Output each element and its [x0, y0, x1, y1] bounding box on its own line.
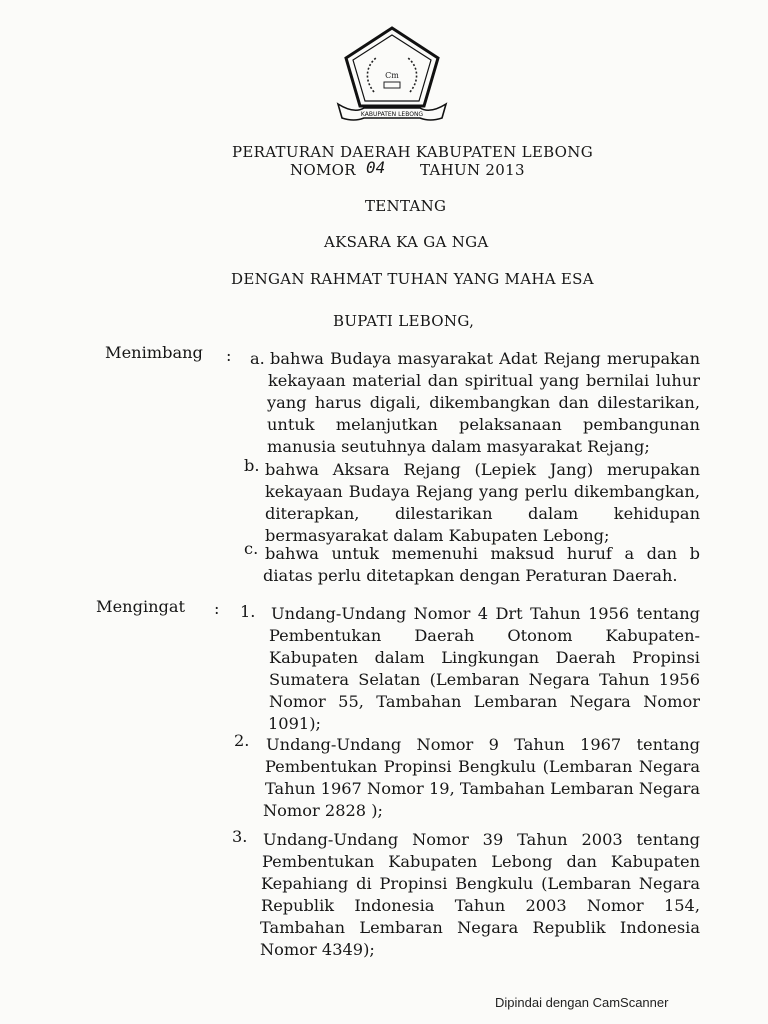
mengingat-item-1-line: Pembentukan Daerah Otonom Kabupaten- — [269, 626, 700, 645]
kabupaten-lebong-emblem — [334, 22, 450, 130]
mengingat-item-1-line: 1091); — [268, 714, 321, 733]
rahmat-line: DENGAN RAHMAT TUHAN YANG MAHA ESA — [231, 270, 594, 288]
mengingat-item-3-line: Republik Indonesia Tahun 2003 Nomor 154, — [261, 896, 700, 915]
mengingat-item-2-line: Tahun 1967 Nomor 19, Tambahan Lembaran Negara — [265, 779, 700, 798]
regulation-title: PERATURAN DAERAH KABUPATEN LEBONG — [232, 143, 593, 161]
menimbang-label: Menimbang — [105, 343, 203, 362]
menimbang-item-c-line: diatas perlu ditetapkan dengan Peraturan Daerah. — [263, 566, 678, 585]
mengingat-item-1-line: Nomor 55, Tambahan Lembaran Negara Nomor — [269, 692, 700, 711]
mengingat-marker-2: 2. — [234, 731, 250, 750]
mengingat-item-3-line: Kepahiang di Propinsi Bengkulu (Lembaran Negara — [261, 874, 700, 893]
mengingat-colon: : — [214, 599, 220, 618]
emblem-ribbon-text: KABUPATEN LEBONG — [360, 111, 424, 118]
menimbang-item-a-line: manusia seutuhnya dalam masyarakat Rejang; — [267, 437, 650, 456]
mengingat-item-1-line: Kabupaten dalam Lingkungan Daerah Propinsi — [269, 648, 700, 667]
tahun-text: TAHUN 2013 — [420, 161, 525, 179]
mengingat-item-3-line: Tambahan Lembaran Negara Republik Indonesia — [260, 918, 700, 937]
nomor-value: 04 — [366, 158, 386, 177]
mengingat-marker-1: 1. — [240, 602, 256, 621]
bupati-line: BUPATI LEBONG, — [333, 312, 475, 330]
mengingat-item-1-line: Sumatera Selatan (Lembaran Negara Tahun 1956 — [269, 670, 700, 689]
menimbang-item-b-line: bermasyarakat dalam Kabupaten Lebong; — [265, 526, 610, 545]
menimbang-colon: : — [226, 346, 232, 365]
menimbang-item-b-line: kekayaan Budaya Rejang yang perlu dikembangkan, — [265, 482, 700, 501]
mengingat-item-3-line: Nomor 4349); — [260, 940, 375, 959]
menimbang-item-a-line: kekayaan material dan spiritual yang bernilai luhur — [268, 371, 700, 390]
menimbang-marker-a: a. — [250, 349, 265, 368]
mengingat-item-3-line: Pembentukan Kabupaten Lebong dan Kabupaten — [262, 852, 700, 871]
menimbang-item-b-line: diterapkan, dilestarikan dalam kehidupan — [265, 504, 700, 523]
mengingat-marker-3: 3. — [232, 827, 248, 846]
tentang-heading: TENTANG — [365, 197, 447, 215]
menimbang-item-a-line: yang harus digali, dikembangkan dan dilestarikan, — [267, 393, 700, 412]
camscanner-watermark: Dipindai dengan CamScanner — [495, 995, 669, 1010]
menimbang-item-c-line: bahwa untuk memenuhi maksud huruf a dan b — [265, 544, 700, 563]
mengingat-label: Mengingat — [96, 597, 186, 616]
mengingat-item-2-line: Nomor 2828 ); — [263, 801, 383, 820]
menimbang-marker-b: b. — [244, 456, 260, 475]
mengingat-item-2-line: Pembentukan Propinsi Bengkulu (Lembaran Negara — [265, 757, 700, 776]
menimbang-item-a-line: bahwa Budaya masyarakat Adat Rejang merupakan — [270, 349, 700, 368]
menimbang-item-b-line: bahwa Aksara Rejang (Lepiek Jang) merupakan — [265, 460, 700, 479]
mengingat-item-2-line: Undang-Undang Nomor 9 Tahun 1967 tentang — [266, 735, 700, 754]
mengingat-item-3-line: Undang-Undang Nomor 39 Tahun 2003 tentang — [263, 830, 700, 849]
nomor-label: NOMOR — [290, 161, 356, 179]
svg-text:Cm: Cm — [385, 71, 399, 80]
subject-heading: AKSARA KA GA NGA — [324, 233, 489, 251]
mengingat-item-1-line: Undang-Undang Nomor 4 Drt Tahun 1956 tentang — [271, 604, 700, 623]
menimbang-item-a-line: untuk melanjutkan pelaksanaan pembangunan — [267, 415, 700, 434]
menimbang-marker-c: c. — [244, 539, 259, 558]
